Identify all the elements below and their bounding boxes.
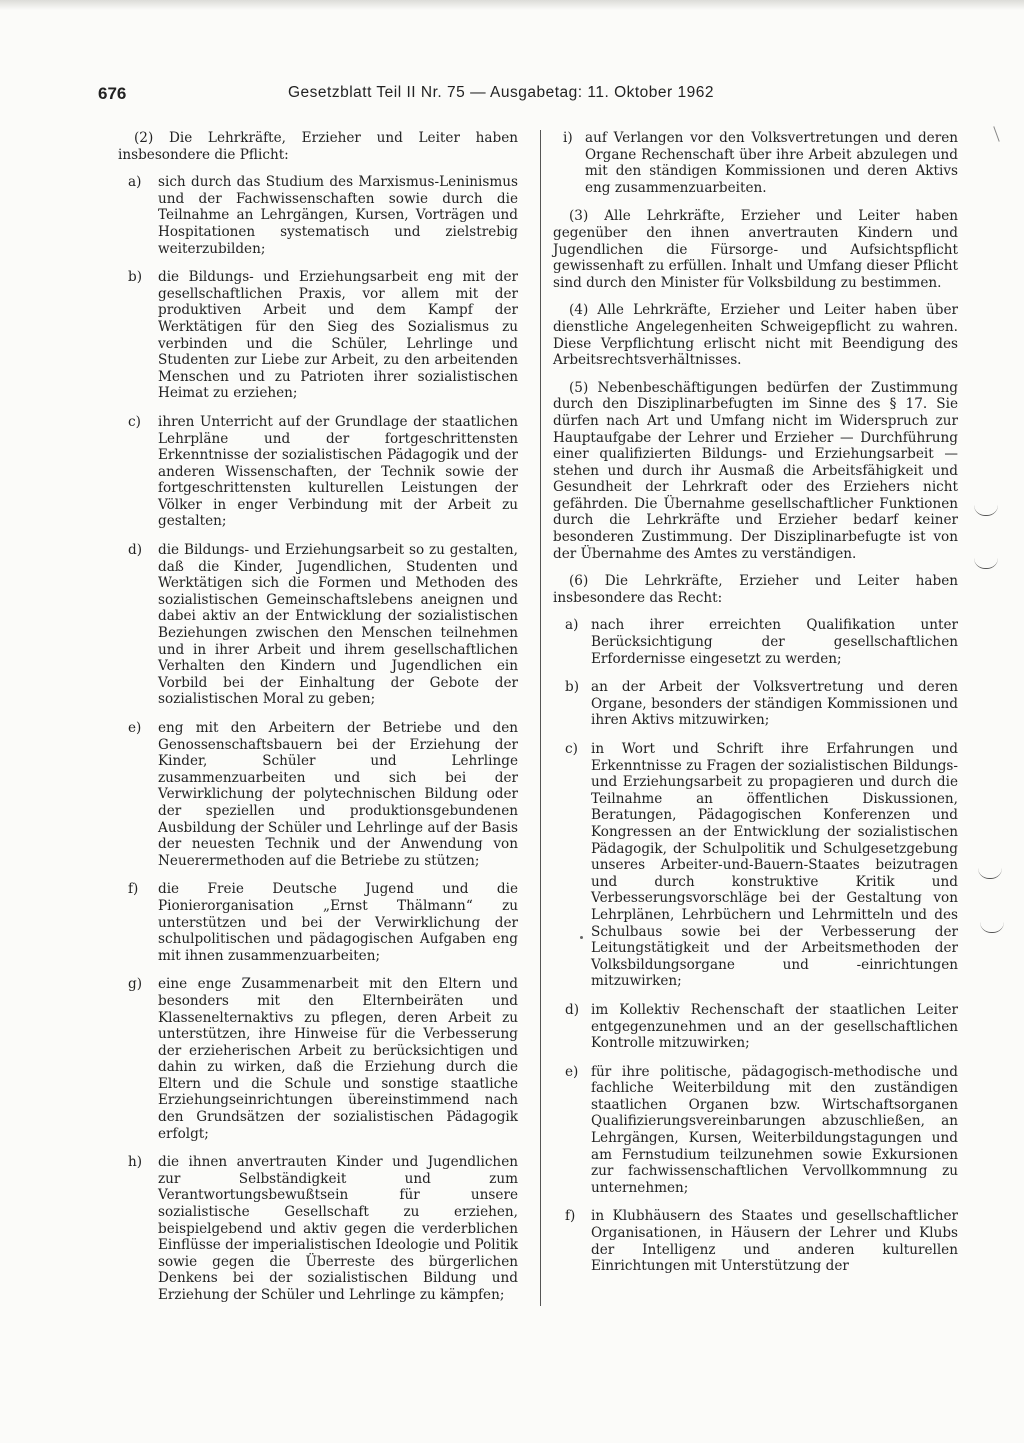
item-label: f)	[128, 881, 139, 898]
running-title: Gesetzblatt Teil II Nr. 75 — Ausgabetag: 11. Oktober 1962	[288, 84, 714, 101]
item-text: ihren Unterricht auf der Grundlage der staatlichen Lehrpläne und der fortgeschrittensten Erkenntnisse der sozialistischen Pädagogik und der anderen Wissenschaften, der Technik sowie der fortgeschrittensten kulturellen Leistungen der Völker in enger Verbindung mit der Arbeit zu gestalten;	[158, 413, 518, 530]
item-label: e)	[565, 1063, 579, 1080]
duty-item-c	[118, 414, 518, 530]
margin-check-mark	[974, 505, 998, 516]
paragraph-6-intro: (6) Die Lehrkräfte, Erzieher und Leiter haben insbesondere das Recht:	[553, 573, 958, 606]
paragraph-3: (3) Alle Lehrkräfte, Erzieher und Leiter haben gegenüber den ihnen anvertrauten Kindern und Jugendlichen die Fürsorge- und Aufsichtspflicht gewissenhaft zu erfüllen. Inhalt und Umfang dieser Pflicht sind durch den Minister für Volksbildung zu bestimmen.	[553, 208, 958, 291]
duty-item-e	[118, 720, 518, 869]
page-header	[98, 84, 758, 110]
duty-item-h	[118, 1154, 518, 1303]
right-item-c	[553, 741, 958, 990]
item-text: in Klubhäusern des Staates und gesellschaftlicher Organisationen, in Häusern der Lehrer und Klubs der Intelligenz und anderen kulturellen Einrichtungen mit Unterstützung der	[591, 1208, 958, 1275]
item-text: die Freie Deutsche Jugend und die Pionierorganisation „Ernst Thälmann“ zu unterstützen und bei der Verwirklichung der schulpolitischen und pädagogischen Aufgaben eng mit ihnen zusammenzuarbeiten;	[158, 881, 518, 964]
item-label: d)	[128, 542, 143, 559]
scan-edge	[0, 0, 1024, 10]
item-text: für ihre politische, pädagogisch-methodische und fachliche Weiterbildung mit den zuständigen staatlichen Organen bzw. Wirtschaftsorganen Qualifizierungsvereinbarungen abzuschließen, an Lehrgängen, Kursen, Weiterbildungstagungen und am Fernstudium teilzunehmen sowie Exkursionen zur fachwissenschaftlichen Vervollkommnung zu unternehmen;	[591, 1063, 958, 1196]
left-column	[118, 130, 518, 1343]
item-label: a)	[128, 174, 142, 191]
paragraph-5: (5) Nebenbeschäftigungen bedürfen der Zustimmung durch den Disziplinarbefugten im Sinne des § 17. Sie dürfen nach Art und Umfang nicht im Widerspruch zur Hauptaufgabe der Lehrer und Erzieher — Durchführung einer qualifizierten Bildungs- und Erziehungsarbeit — stehen und durch ihr Ausmaß die Arbeitsfähigkeit und Gesundheit der Lehrkraft oder des Erziehers nicht gefährden. Die Übernahme gesellschaftlicher Funktionen durch die Lehrkräfte und Erzieher bedarf keiner besonderen Zustimmung. Der Disziplinarbefugte ist von der Übernahme des Amtes zu verständigen.	[553, 379, 958, 562]
item-text: eine enge Zusammenarbeit mit den Eltern und besonders mit den Elternbeiräten und Klassenelternaktivs zu pflegen, deren Arbeit zu unterstützen, ihre Hinweise für die Verbesserung der erzieherischen Arbeit zu berücksichtigen und dahin zu wirken, daß die Erziehung durch die Eltern und die Schule und sonstige staatliche Erziehungseinrichtungen übereinstimmend nach den Grundsätzen der sozialistischen Pädagogik erfolgt;	[158, 976, 518, 1142]
item-label: c)	[565, 741, 578, 757]
duty-item-d	[118, 542, 518, 708]
item-label: a)	[565, 617, 579, 634]
margin-check-mark	[974, 558, 998, 569]
margin-dot	[580, 936, 583, 939]
duty-item-b	[118, 269, 518, 402]
item-label: d)	[565, 1001, 580, 1018]
item-text: sich durch das Studium des Marxismus-Leninismus und der Fachwissenschaften sowie durch die Teilnahme an Lehrgängen, Kursen, Vorträgen und Hospitationen systematisch und zielstrebig weiterzubilden;	[158, 174, 518, 257]
right-item-a	[553, 617, 958, 667]
margin-tick-mark	[993, 126, 999, 141]
duty-item-i	[553, 130, 958, 196]
item-text: die Bildungs- und Erziehungsarbeit eng mit der gesellschaftlichen Praxis, vor allem mit der produktiven Arbeit und dem Kampf der Werktätigen für den Sieg des Sozialismus zu verbinden und die Schüler, Lehrlinge und Studenten zur Liebe zur Arbeit, zu den arbeitenden Menschen und zu Patrioten ihrer sozialistischen Heimat zu erziehen;	[158, 269, 518, 402]
item-label: g)	[128, 976, 143, 993]
right-item-b	[553, 679, 958, 729]
item-text: auf Verlangen vor den Volksvertretungen und deren Organe Rechenschaft über ihre Arbeit abzulegen und mit den ständigen Kommissionen und deren Aktivs eng zusammenzuarbeiten.	[585, 130, 958, 196]
right-item-d	[553, 1002, 958, 1052]
item-text: im Kollektiv Rechenschaft der staatlichen Leiter entgegenzunehmen und an der gesellschaftlichen Kontrolle mitzuwirken;	[591, 1001, 958, 1052]
item-label: b)	[565, 679, 580, 696]
paragraph-2-intro: (2) Die Lehrkräfte, Erzieher und Leiter haben insbesondere die Pflicht:	[118, 130, 518, 163]
item-text: nach ihrer erreichten Qualifikation unter Berücksichtigung der gesellschaftlichen Erfordernisse eingesetzt zu werden;	[591, 617, 958, 667]
item-label: h)	[128, 1154, 143, 1171]
paragraph-4: (4) Alle Lehrkräfte, Erzieher und Leiter haben über dienstliche Angelegenheiten Schweigepflicht zu wahren. Diese Verpflichtung erlischt nicht mit Beendigung des Arbeitsrechtsverhältnisses.	[553, 302, 958, 369]
right-column	[553, 130, 958, 1343]
margin-check-mark	[978, 868, 1002, 879]
margin-check-mark	[980, 922, 1004, 933]
item-text: in Wort und Schrift ihre Erfahrungen und Erkenntnisse zu Fragen der sozialistischen Bildungs- und Erziehungsarbeit zu propagieren und durch die Teilnahme an öffentlichen Diskussionen, Beratungen, Pädagogischen Konferenzen und Kongressen an der Entwicklung der sozialistischen Pädagogik, der Schulpolitik und Schulgesetzgebung unseres Arbeiter-und-Bauern-Staates beizutragen und durch konstruktive Kritik und Verbesserungsvorschläge bei der Gestaltung von Lehrplänen, Lehrbüchern und Lehrmitteln und des Schulbaus sowie bei der Verbesserung der Leitungstätigkeit und der Arbeitsmethoden der Volksbildungsorgane und -einrichtungen mitzuwirken;	[591, 741, 958, 990]
item-label: i)	[563, 130, 573, 146]
item-label: c)	[128, 413, 141, 430]
right-item-f	[553, 1208, 958, 1274]
duty-item-g	[118, 976, 518, 1142]
item-label: e)	[128, 720, 142, 736]
duty-item-f	[118, 881, 518, 964]
item-text: eng mit den Arbeitern der Betriebe und den Genossenschaftsbauern bei der Erziehung der Kinder, Schüler und Lehrlinge zusammenzuarbeiten und sich bei der Verwirklichung der polytechnischen Bildung oder der speziellen und produktionsgebundenen Ausbildung der Schüler und Lehrlinge auf der Basis der neuesten Technik und der Anwendung von Neuerermethoden auf die Betriebe zu stützen;	[158, 720, 518, 869]
right-item-e	[553, 1064, 958, 1197]
duty-item-a	[118, 174, 518, 257]
item-label: f)	[565, 1208, 576, 1225]
item-text: an der Arbeit der Volksvertretung und deren Organe, besonders der ständigen Kommissionen und ihren Aktivs mitzuwirken;	[591, 679, 958, 729]
page-number: 676	[98, 84, 127, 103]
item-label: b)	[128, 269, 143, 286]
column-divider	[540, 130, 541, 1306]
item-text: die Bildungs- und Erziehungsarbeit so zu gestalten, daß die Kinder, Jugendlichen, Studenten und Werktätigen sich die Formen und Methoden des sozialistischen Gemeinschaftslebens aneignen und dabei aktiv an der Entwicklung der sozialistischen Beziehungen zwischen den Menschen teilnehmen und in ihrer Arbeit und ihrem gesellschaftlichen Verhalten den Kindern und Jugendlichen ein Vorbild bei der Einhaltung der Gebote der sozialistischen Moral zu geben;	[158, 542, 518, 708]
item-text: die ihnen anvertrauten Kinder und Jugendlichen zur Selbständigkeit und zum Verantwortungsbewußtsein für unsere sozialistische Gesellschaft zu erziehen, beispielgebend und aktiv gegen die verderblichen Einflüsse der imperialistischen Ideologie und Politik sowie gegen die Überreste des bürgerlichen Denkens bei der sozialistischen Bildung und Erziehung der Schüler und Lehrlinge zu kämpfen;	[158, 1154, 518, 1303]
